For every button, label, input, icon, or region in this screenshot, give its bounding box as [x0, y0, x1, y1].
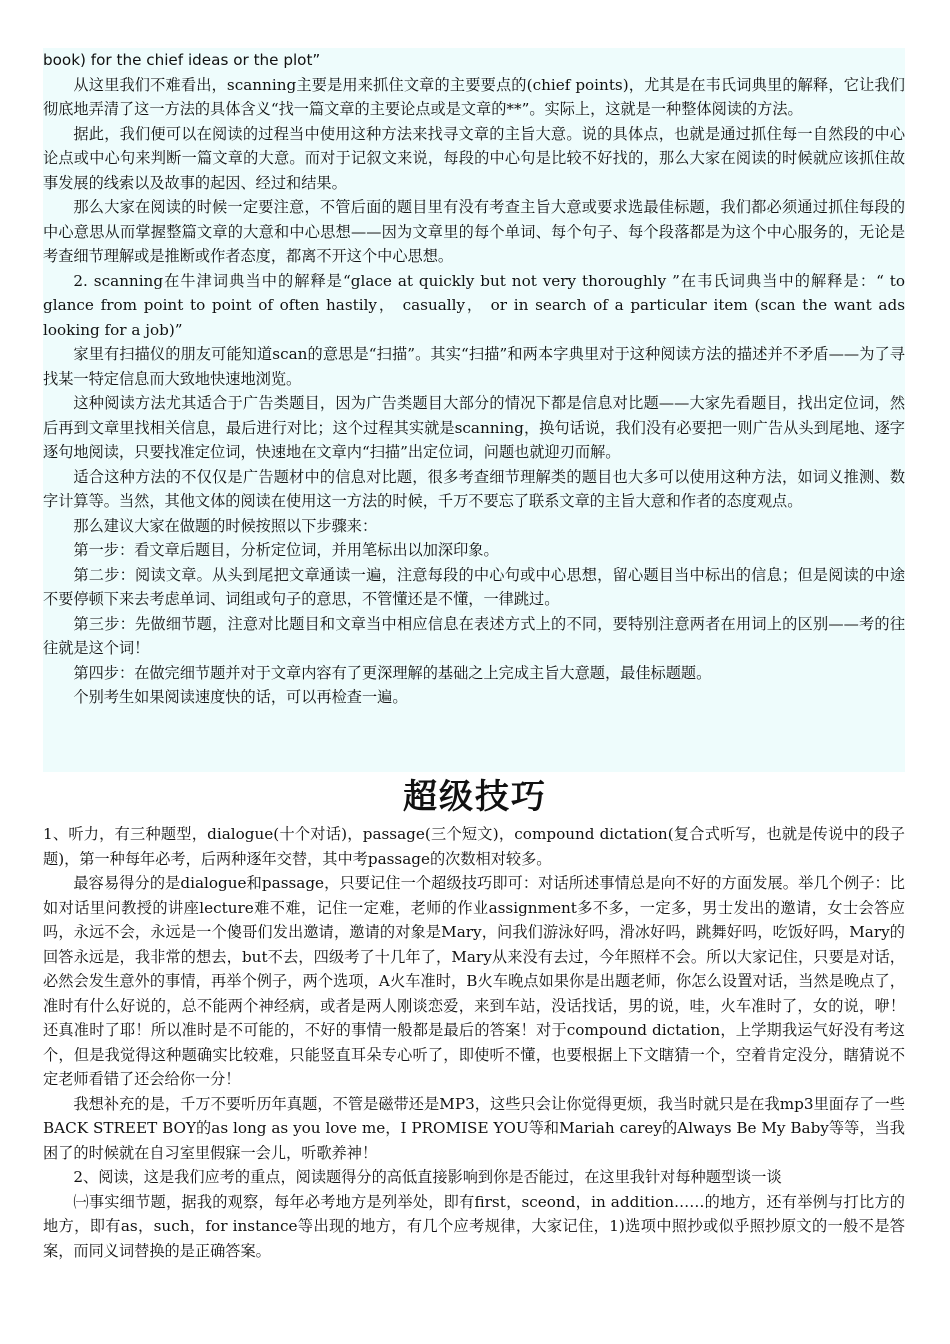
paragraph-steps-intro: 那么建议大家在做题的时候按照以下步骤来： — [73, 516, 378, 535]
paragraph-attention: 那么大家在阅读的时候一定要注意，不管后面的题目里有没有考查主旨大意或要求选最佳标题，我们都必须通过抓住每段的中心意思从而掌握整篇文章的大意和中心思想——因为文章里的每个单词、每个句子、每个段落都是为这个中心服务的，无论是考查细节理解或是推断或作者态度，都离不开这个中心思想。 — [43, 198, 905, 265]
paragraph-scanning-meaning: 从这里我们不难看出，scanning主要是用来抓住文章的主要要点的(chief points)，尤其是在韦氏词典里的解释，它让我们彻底地弄清了这一方法的具体含义“找一篇文章的主要论点或是文章的**”。实际上，这就是一种整体阅读的方法。 — [43, 75, 905, 118]
paragraph-supplement: 我想补充的是，千万不要听历年真题，不管是磁带还是MP3，这些只会让你觉得更烦，我当时就只是在我mp3里面存了一些BACK STREET BOY的as long as you love me，I PROMISE YOU等和Mariah carey的Always Be My Baby等等，当我困了的时候就在自习室里假寐一会儿，听歌养神！ — [43, 1094, 905, 1162]
paragraph-detail-questions: 适合这种方法的不仅仅是广告题材中的信息对比题，很多考查细节理解类的题目也大多可以使用这种方法，如词义推测、数字计算等。当然，其他文体的阅读在使用这一方法的时候，千万不要忘了联系文章的主旨大意和作者的态度观点。 — [43, 467, 905, 510]
paragraph-main-idea: 据此，我们便可以在阅读的过程当中使用这种方法来找寻文章的主旨大意。说的具体点，也就是通过抓住每一自然段的中心论点或中心句来判断一篇文章的大意。而对于记叙文来说，每段的中心句是比较不好找的，那么大家在阅读的时候就应该抓住故事发展的线索以及故事的起因、经过和结果。 — [43, 124, 905, 192]
step-three: 第三步：先做细节题，注意对比题目和文章当中相应信息在表述方式上的不同，要特别注意两者在用词上的区别——考的往往就是这个词！ — [43, 614, 905, 657]
paragraph-continuation: book) for the chief ideas or the plot” — [43, 51, 321, 69]
plain-text-block — [43, 822, 905, 1342]
paragraph-scanning-definition: 2. scanning在牛津词典当中的解释是“glace at quickly but not very thoroughly ”在韦氏词典当中的解释是：“ to glance from point to point of often hastily， casually， or in search of a particular item (scan the want ads looking for a job)” — [43, 271, 905, 339]
paragraph-dialogue-tip: 最容易得分的是dialogue和passage，只要记住一个超级技巧即可：对话所述事情总是向不好的方面发展。举几个例子：比如对话里问教授的讲座lecture难不难，记住一定难，老师的作业assignment多不多，一定多，男士发出的邀请，女士会答应吗，永远不会，永远是一个傻哥们发出邀请，邀请的对象是Mary，问我们游泳好吗，滑冰好吗，跳舞好吗，吃饭好吗，Mary的回答永远是，我非常的想去，but不去，四级考了十几年了，Mary从来没有去过，今年照样不会。所以大家记住，只要是对话，必然会发生意外的事情，再举个例子，两个选项，A火车准时，B火车晚点如果你是出题老师，你怎么设置对话，当然是晚点了，准时有什么好说的，总不能两个神经病，或者是两人刚谈恋爱，来到车站，没话找话，男的说，哇，火车准时了，女的说，咿！还真准时了耶！所以准时是不可能的，不好的事情一般都是最后的答案！对于compound dictation，上学期我运气好没有考这个，但是我觉得这种题确实比较难，只能竖直耳朵专心听了，即使听不懂，也要根据上下文瞎猜一个，空着肯定没分，瞎猜说不定老师看错了还会给你一分！ — [43, 874, 905, 1088]
step-two: 第二步：阅读文章。从头到尾把文章通读一遍，注意每段的中心句或中心思想，留心题目当中标出的信息；但是阅读的中途不要停顿下来去考虑单词、词组或句子的意思，不管懂还是不懂，一律跳过。 — [43, 565, 905, 608]
paragraph-recheck: 个别考生如果阅读速度快的话，可以再检查一遍。 — [73, 688, 408, 706]
paragraph-scan-explanation: 家里有扫描仪的朋友可能知道scan的意思是“扫描”。其实“扫描”和两本字典里对于这种阅读方法的描述并不矛盾——为了寻找某一特定信息而大致地快速地浏览。 — [43, 345, 905, 388]
section-title: 超级技巧 — [403, 777, 547, 817]
step-one: 第一步：看文章后题目，分析定位词，并用笔标出以加深印象。 — [73, 541, 499, 559]
paragraph-advert-questions: 这种阅读方法尤其适合于广告类题目，因为广告类题目大部分的情况下都是信息对比题——大家先看题目，找出定位词，然后再到文章里找相关信息，最后进行对比；这个过程其实就是scanning，换句话说，我们没有必要把一则广告从头到尾地、逐字逐句地阅读，只要找准定位词，快速地在文章内“扫描”出定位词，问题也就迎刃而解。 — [43, 394, 905, 461]
shaded-text-block — [43, 48, 905, 772]
paragraph-listening: 1、听力，有三种题型，dialogue(十个对话)，passage(三个短文)，compound dictation(复合式听写，也就是传说中的段子题)，第一种每年必考，后两种逐年交替，其中考passage的次数相对较多。 — [43, 825, 905, 868]
step-four: 第四步：在做完细节题并对于文章内容有了更深理解的基础之上完成主旨大意题，最佳标题题。 — [73, 663, 712, 682]
paragraph-reading: 2、阅读，这是我们应考的重点，阅读题得分的高低直接影响到你是否能过，在这里我针对每种题型谈一谈 — [73, 1168, 782, 1186]
paragraph-fact-detail: ㈠事实细节题，据我的观察，每年必考地方是列举处，即有first，sceond，in addition……的地方，还有举例与打比方的地方，即有as，such，for instance等出现的地方，有几个应考规律，大家记住，1)选项中照抄或似乎照抄原文的一般不是答案，而同义词替换的是正确答案。 — [43, 1192, 905, 1260]
